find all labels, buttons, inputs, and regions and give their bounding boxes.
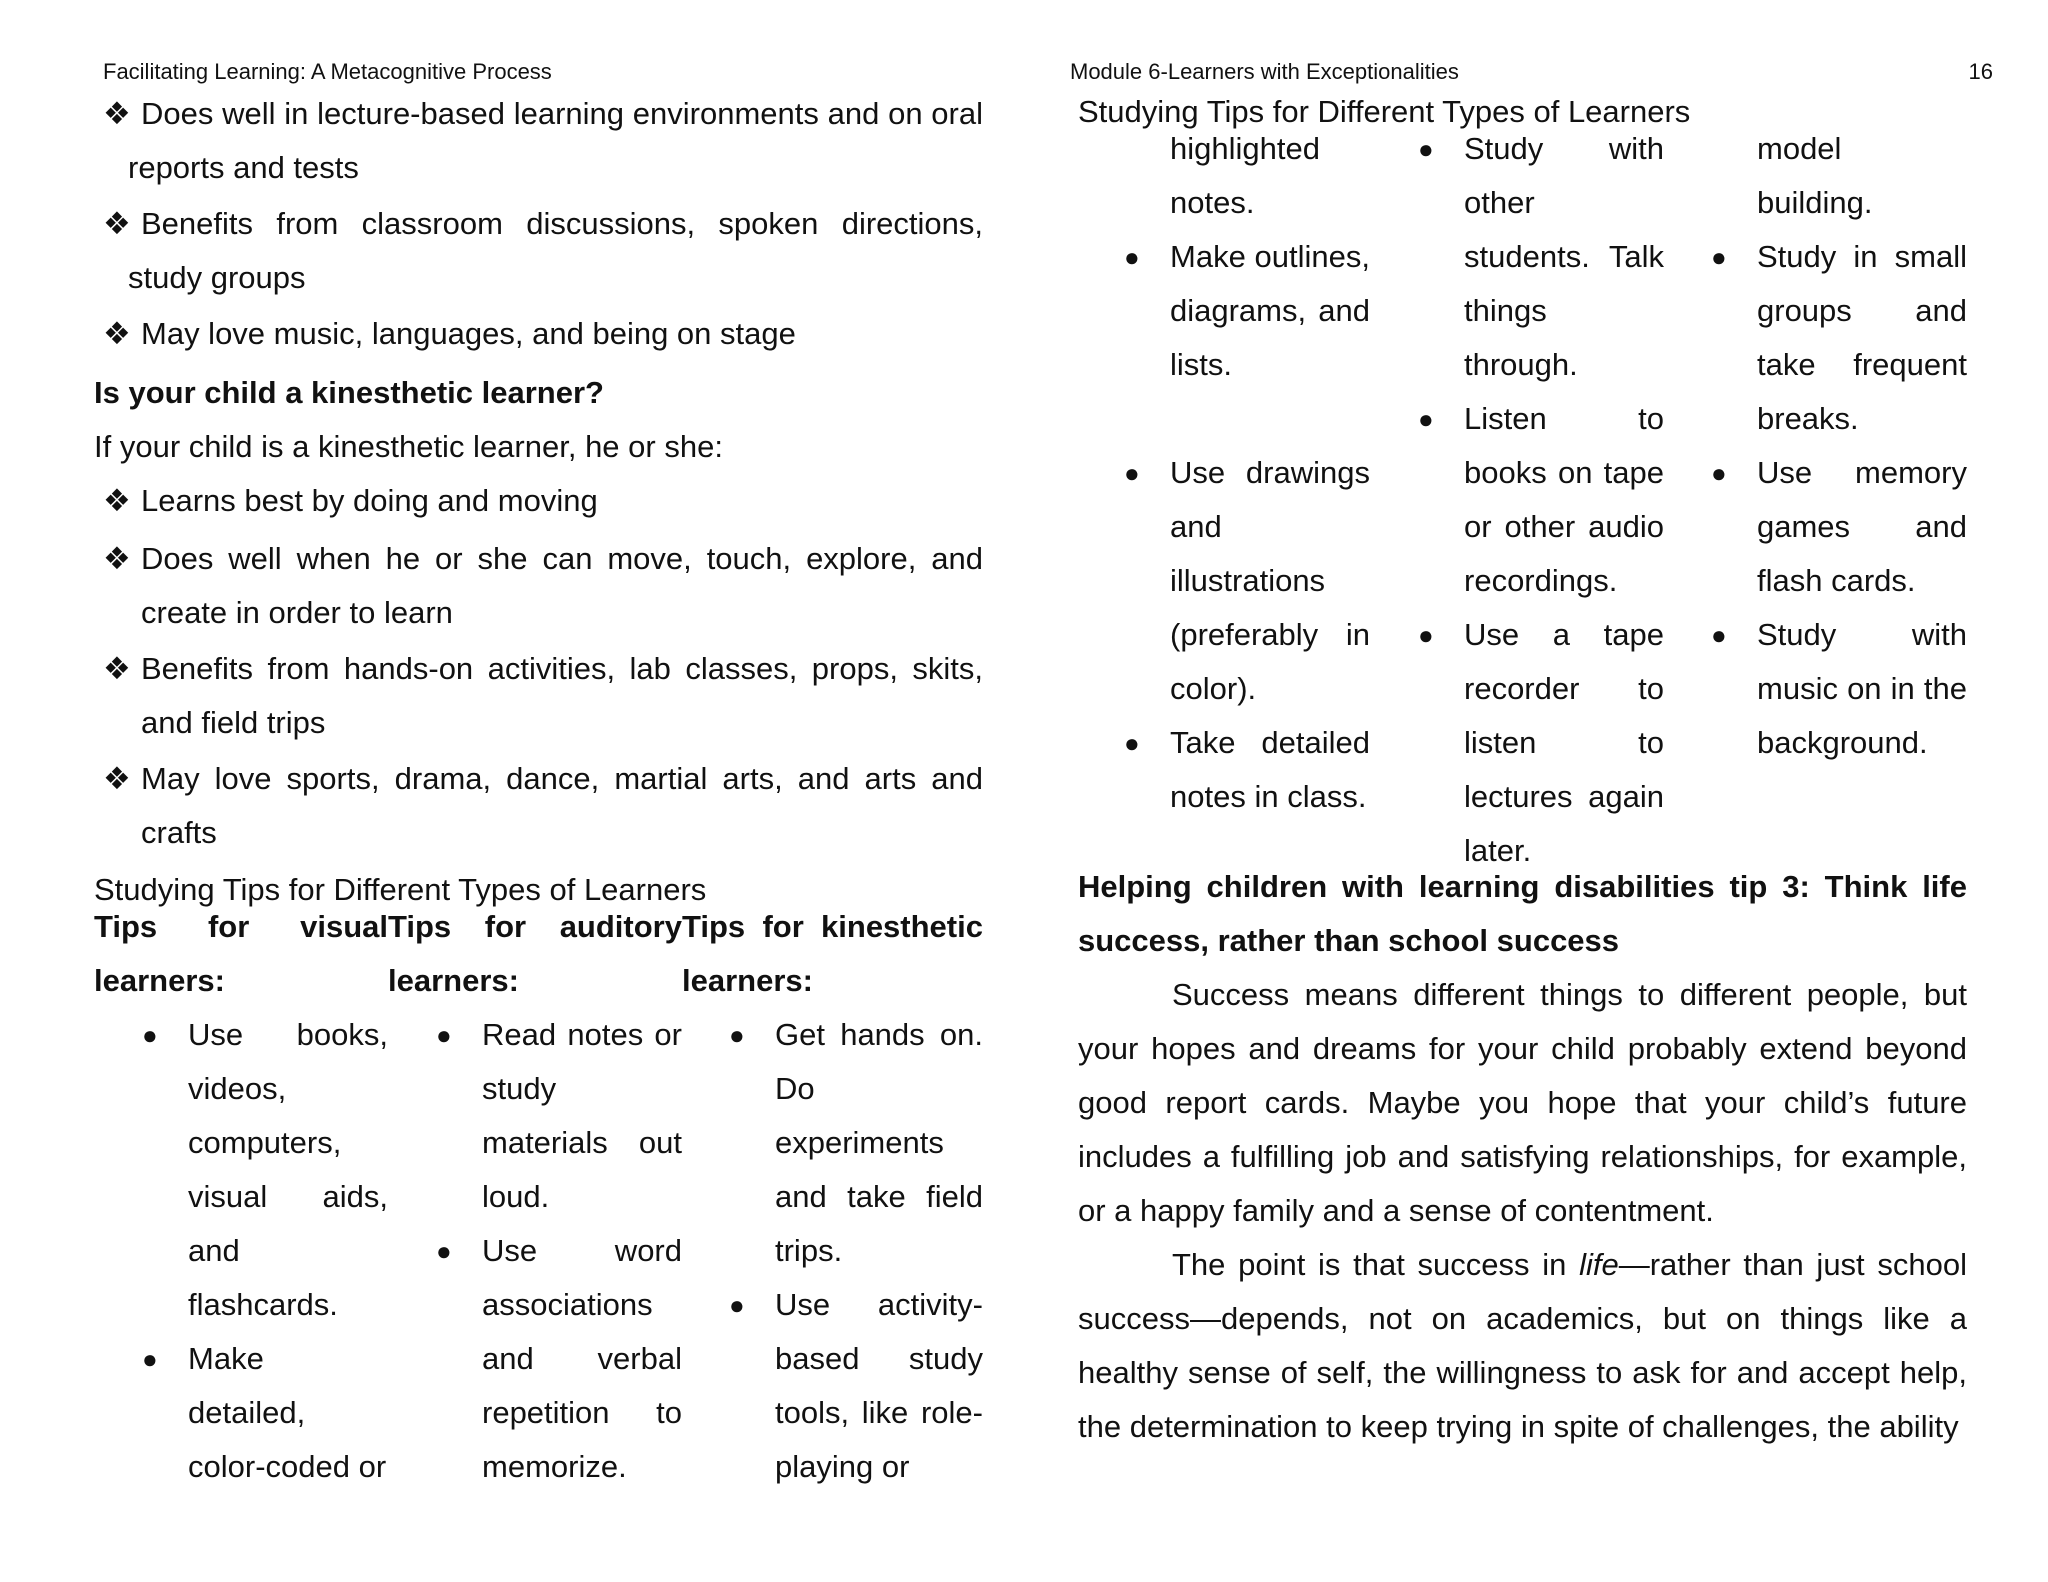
list-item: ❖ May love music, languages, and being on stage [103, 307, 983, 363]
kinesthetic-heading: Is your child a kinesthetic learner? [94, 375, 604, 410]
diamond-bullet-icon: ❖ [103, 541, 131, 576]
auditory-traits-list [103, 87, 983, 363]
list-item: ● Study in small groups and take frequent breaks. [1757, 230, 1967, 446]
kinesthetic-traits-list [103, 474, 983, 862]
list-item: ❖ Benefits from classroom discussions, spoken directions, study groups [103, 197, 983, 307]
kinesthetic-tips-list [729, 1008, 983, 1494]
paragraph-2: The point is that success in life—rather than just school success—depends, not on academics, but on things like a healthy sense of self, the willingness to ask for and accept help, the determination to keep trying in spite of challenges, the ability [1078, 1247, 1967, 1444]
bullet-icon: ● [729, 1290, 745, 1320]
list-item: ❖ Learns best by doing and moving [103, 474, 983, 532]
bullet-icon: ● [1711, 242, 1727, 272]
tips-column-headers: Tips for visual Tips for auditory Tips for kinesthetic learners: learners: learners: [94, 909, 983, 998]
paragraph-1: Success means different things to different people, but your hopes and dreams for your child probably extend beyond good report cards. Maybe you hope that your child’s future includes a fulfilling job and satisfying relationships, for example, or a happy family and a sense of contentment. [1078, 977, 1967, 1228]
kinesthetic-intro: If your child is a kinesthetic learner, he or she: [94, 429, 723, 464]
list-item: ● Listen to books on tape or other audio recordings. [1464, 392, 1664, 608]
list-item: ● Use drawings and illustrations (preferably in color). [1170, 446, 1370, 716]
tips-heading-left: Studying Tips for Different Types of Learners [94, 872, 707, 907]
list-item: ● Read notes or study materials out loud. [482, 1008, 682, 1224]
bullet-icon: ● [1124, 728, 1140, 758]
kinesthetic-tips-list-continued [1711, 122, 1967, 770]
list-item: ● Use memory games and flash cards. [1757, 446, 1967, 608]
bullet-icon: ● [142, 1344, 158, 1374]
diamond-bullet-icon: ❖ [103, 316, 131, 351]
diamond-bullet-icon: ❖ [103, 651, 131, 686]
list-item: ● Study with music on in the background. [1757, 608, 1967, 770]
section-title: Helping children with learning disabilities tip 3: Think life success, rather than school success [1078, 869, 1967, 958]
list-item: ❖ Does well when he or she can move, touch, explore, and create in order to learn [103, 532, 983, 642]
page-number: 16 [1968, 59, 1993, 84]
list-item: ❖ Benefits from hands-on activities, lab classes, props, skits, and field trips [103, 642, 983, 752]
visual-tips-list-continued [1124, 122, 1370, 824]
bullet-icon: ● [1418, 134, 1434, 164]
list-item: ● Study with other students. Talk things through. [1464, 122, 1664, 392]
list-item: ● Make detailed, color-coded or [188, 1332, 388, 1494]
bullet-icon: ● [1124, 242, 1140, 272]
diamond-bullet-icon: ❖ [103, 761, 131, 796]
auditory-tips-list-continued [1418, 122, 1664, 878]
bullet-icon: ● [436, 1236, 452, 1266]
bullet-icon: ● [1124, 458, 1140, 488]
list-item: ● Take detailed notes in class. [1170, 716, 1370, 824]
list-item: ❖ Does well in lecture-based learning environments and on oral reports and tests [103, 87, 983, 197]
bullet-icon: ● [1418, 404, 1434, 434]
list-item: highlighted notes. [1170, 131, 1320, 220]
diamond-bullet-icon: ❖ [103, 206, 131, 241]
list-item: ● Use books, videos, computers, visual aids, and flashcards. [188, 1008, 388, 1332]
diamond-bullet-icon: ❖ [103, 96, 131, 131]
list-item: model building. [1757, 131, 1873, 220]
list-item: ● Use word associations and verbal repetition to memorize. [482, 1224, 682, 1494]
running-header-left: Facilitating Learning: A Metacognitive Process [103, 59, 552, 84]
bullet-icon: ● [729, 1020, 745, 1050]
list-item: ● Get hands on. Do experiments and take field trips. [775, 1008, 983, 1278]
diamond-bullet-icon: ❖ [103, 483, 131, 518]
right-page [1024, 0, 2048, 1582]
bullet-icon: ● [1711, 620, 1727, 650]
bullet-icon: ● [1711, 458, 1727, 488]
list-item: ● Use a tape recorder to listen to lectures again later. [1464, 608, 1664, 878]
list-item: ● Use activity-based study tools, like role-playing or [775, 1278, 983, 1494]
bullet-icon: ● [1418, 620, 1434, 650]
visual-tips-list [142, 1008, 388, 1494]
bullet-icon: ● [436, 1020, 452, 1050]
auditory-tips-list [436, 1008, 682, 1494]
tips-heading-right: Studying Tips for Different Types of Learners [1078, 94, 1691, 129]
list-item: ❖ May love sports, drama, dance, martial arts, and arts and crafts [103, 752, 983, 862]
running-header-right: Module 6-Learners with Exceptionalities [1070, 59, 1459, 84]
bullet-icon: ● [142, 1020, 158, 1050]
list-item: ● Make outlines, diagrams, and lists. [1170, 230, 1370, 446]
